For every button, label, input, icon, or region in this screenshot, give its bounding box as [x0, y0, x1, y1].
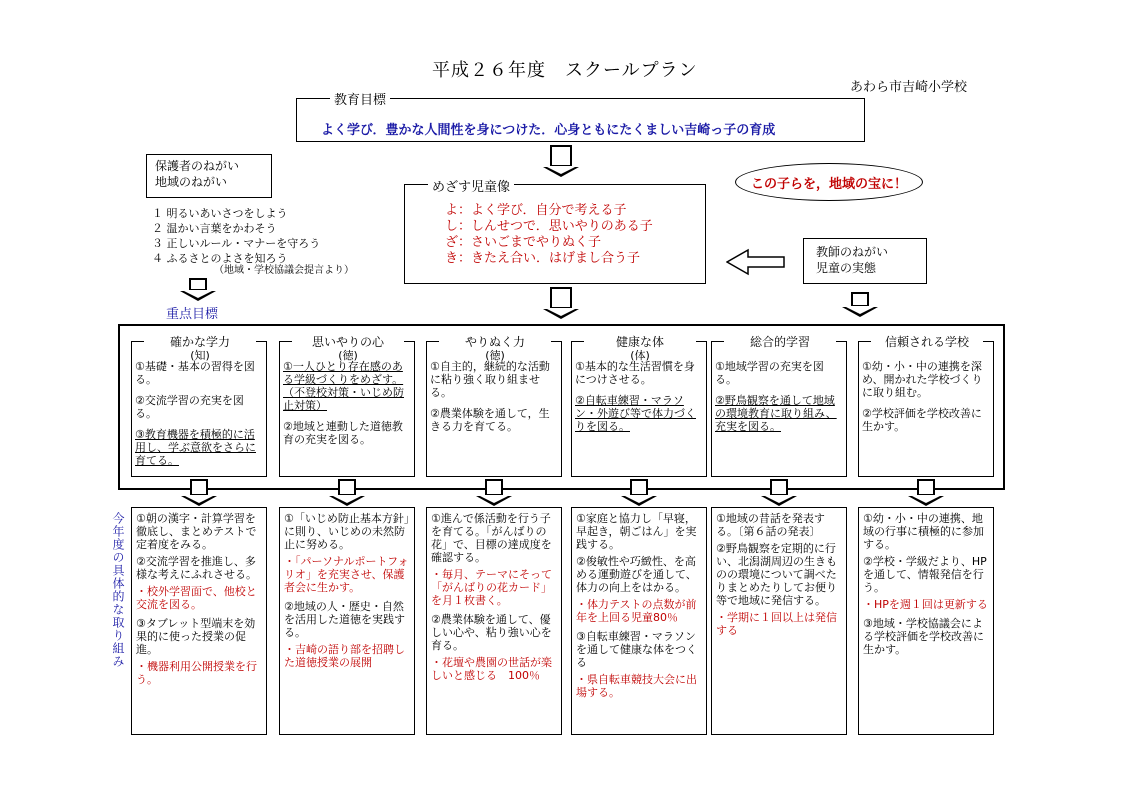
action-target-item: ・毎月、テーマにそって「がんばりの花カード」を月１枚書く。 [431, 568, 552, 607]
focus-goal-item: ①地域学習の充実を図る。 [715, 360, 824, 386]
focus-goal-box [711, 335, 847, 477]
action-item: ③地域・学校協議会による学校評価を学校改善に生かす。 [863, 617, 984, 656]
action-target-item: ・「パーソナルポートフォリオ」を充実させ、保護者会に生かす。 [284, 555, 409, 594]
yearly-action-box [711, 507, 847, 735]
down-arrow-icon [329, 479, 365, 505]
action-target-item: ・学期に１回以上は発信する [716, 611, 837, 637]
slogan-text: この子らを，地域の宝に！ [750, 176, 907, 192]
ideal-child-label: めざす児童像 [428, 176, 514, 195]
action-target-item: ・吉崎の語り部を招聘した道徳授業の展開 [284, 643, 405, 669]
focus-goal-box [426, 335, 562, 477]
focus-goal-item: ②交流学習の充実を図る。 [135, 394, 244, 420]
page-title: 平成２６年度 スクールプラン [432, 60, 698, 81]
focus-goal-item: ①基本的な生活習慣を身につけさせる。 [575, 360, 695, 386]
action-item: ②交流学習を推進し、多様な考えにふれさせる。 [136, 555, 257, 581]
down-arrow-icon [908, 479, 944, 505]
action-item: ②学校・学級だより、HPを通して、情報発信を行う。 [863, 555, 987, 594]
action-item: ①進んで係活動を行う子を育てる。「がんばりの花」で、目標の達成度を確認する。 [431, 512, 552, 564]
ideal-child-item: よ：よく学び．自分で考える子 [445, 203, 627, 218]
focus-goal-item: ①一人ひとり存在感のある学級づくりをめざす。（不登校対策・いじめ防止対策） [283, 360, 404, 412]
yearly-actions-label: 今年度の具体的な取り組み [111, 512, 125, 668]
focus-goal-box [279, 335, 415, 477]
ideal-child-item: ざ：さいごまでやりぬく子 [445, 235, 602, 250]
focus-goal-box [571, 335, 707, 477]
down-arrow-icon [621, 479, 657, 505]
action-item: ①朝の漢字・計算学習を徹底し、まとめテストで定着度をみる。 [136, 512, 257, 551]
action-target-item: ・機器利用公開授業を行う。 [136, 660, 257, 686]
yearly-action-box [279, 507, 415, 735]
action-target-item: ・HPを週１回は更新する [863, 598, 988, 611]
action-target-item: ・校外学習面で、他校と交流を図る。 [136, 585, 257, 611]
down-arrow-icon [476, 479, 512, 505]
ideal-child-list [445, 203, 653, 267]
action-item: ①家庭と協力し「早寝，早起き，朝ごはん」を実践する。 [576, 512, 697, 551]
parents-wish-item: １ 明るいあいさつをしよう [152, 207, 288, 220]
focus-goal-box [131, 335, 267, 477]
focus-goal-label: 重点目標 [166, 307, 219, 322]
focus-goal-item: ③教育機器を積極的に活用し、学ぶ意欲をさらに育てる。 [135, 428, 256, 467]
action-item: ②野鳥観察を定期的に行い、北潟湖周辺の生きものの環境について調べたりまとめたりしてお便り等で地域に発信する。 [716, 542, 837, 607]
focus-goal-item: ①幼・小・中の連携を深め、開かれた学校づくりに取り組む。 [862, 360, 983, 399]
ideal-child-box [404, 184, 706, 284]
action-item: ③タブレット型端末を効果的に使った授業の促進。 [136, 617, 256, 656]
action-item: ②俊敏性や巧緻性、を高める運動遊びを通して、体力の向上をはかる。 [576, 555, 697, 594]
parents-wish-item: ４ ふるさとのよさを知ろう [152, 252, 288, 265]
focus-goal-title: 思いやりの心 [292, 333, 404, 350]
parents-wish-note: （地域・学校協議会提言より） [214, 265, 354, 276]
yearly-action-box [131, 507, 267, 735]
down-arrow-icon [180, 278, 216, 300]
focus-goal-title: 健康な体 [584, 333, 696, 350]
focus-goal-item: ②農業体験を通して，生きる力を育てる。 [430, 407, 550, 433]
down-arrow-icon [842, 292, 878, 318]
down-arrow-icon [543, 287, 579, 321]
focus-goal-item: ①自主的，継続的な活動に粘り強く取り組ませる。 [430, 360, 550, 399]
action-target-item: ・体力テストの点数が前年を上回る児童80％ [576, 598, 697, 624]
action-item: ①「いじめ防止基本方針」に則り、いじめの未然防止に努める。 [284, 512, 410, 551]
action-item: ②農業体験を通して、優しい心や、粘り強い心を育る。 [431, 613, 552, 652]
action-target-item: ・花壇や農園の世話が楽しいと感じる 100％ [431, 656, 552, 682]
yearly-action-box [571, 507, 707, 735]
education-goal-text: よく学び．豊かな人間性を身につけた．心身ともにたくましい吉崎っ子の育成 [321, 123, 776, 138]
teachers-wish-box [803, 238, 927, 284]
down-arrow-icon [543, 145, 579, 179]
parents-wish-list [152, 206, 320, 266]
focus-goal-subtitle: (体) [630, 349, 650, 362]
parents-wish-item: ３ 正しいルール・マナーを守ろう [152, 237, 321, 250]
focus-goal-box [858, 335, 994, 477]
action-item: ①幼・小・中の連携、地域の行事に積極的に参加する。 [863, 512, 984, 551]
parents-wish-label-2: 地域のねがい [155, 175, 228, 189]
focus-goal-item: ②地域と連動した道徳教育の充実を図る。 [283, 420, 403, 446]
action-item: ①地域の昔話を発表する。〔第６話の発表〕 [716, 512, 825, 538]
left-arrow-icon [726, 247, 786, 277]
school-name: あわら市吉崎小学校 [850, 80, 968, 95]
focus-goal-title: 総合的学習 [724, 333, 836, 350]
focus-goal-item: ②自転車練習・マラソン・外遊び等で体力づくりを図る。 [575, 394, 696, 433]
focus-goal-item: ②学校評価を学校改善に生かす。 [862, 407, 982, 433]
ideal-child-item: き：きたえ合い．はげまし合う子 [445, 251, 641, 266]
focus-goal-item: ②野鳥観察を通して地域の環境教育に取り組み、充実を図る。 [715, 394, 837, 433]
action-target-item: ・県自転車競技大会に出場する。 [576, 673, 697, 699]
teachers-wish-label-2: 児童の実態 [816, 261, 877, 275]
down-arrow-icon [181, 479, 217, 505]
focus-goal-item: ①基礎・基本の習得を図る。 [135, 360, 255, 386]
yearly-action-box [426, 507, 562, 735]
parents-wish-item: ２ 温かい言葉をかわそう [152, 222, 277, 235]
focus-goal-subtitle: (徳) [338, 349, 358, 362]
focus-goal-title: 信頼される学校 [871, 333, 983, 350]
parents-wish-box [146, 154, 272, 198]
ideal-child-item: し：しんせつで．思いやりのある子 [445, 219, 653, 234]
parents-wish-label-1: 保護者のねがい [155, 159, 240, 173]
focus-goal-title: 確かな学力 [144, 333, 256, 350]
action-item: ②地域の人・歴史・自然を活用した道徳を実践する。 [284, 600, 405, 639]
slogan-ellipse [735, 163, 923, 201]
yearly-action-box [858, 507, 994, 735]
teachers-wish-label-1: 教師のねがい [816, 245, 889, 259]
focus-goal-title: やりぬく力 [439, 333, 551, 350]
down-arrow-icon [761, 479, 797, 505]
focus-goal-subtitle: (知) [190, 349, 210, 362]
focus-goal-subtitle: (徳) [485, 349, 505, 362]
action-item: ③自転車練習・マラソンを通して健康な体をつくる [576, 630, 697, 669]
education-goal-label: 教育目標 [330, 89, 390, 108]
